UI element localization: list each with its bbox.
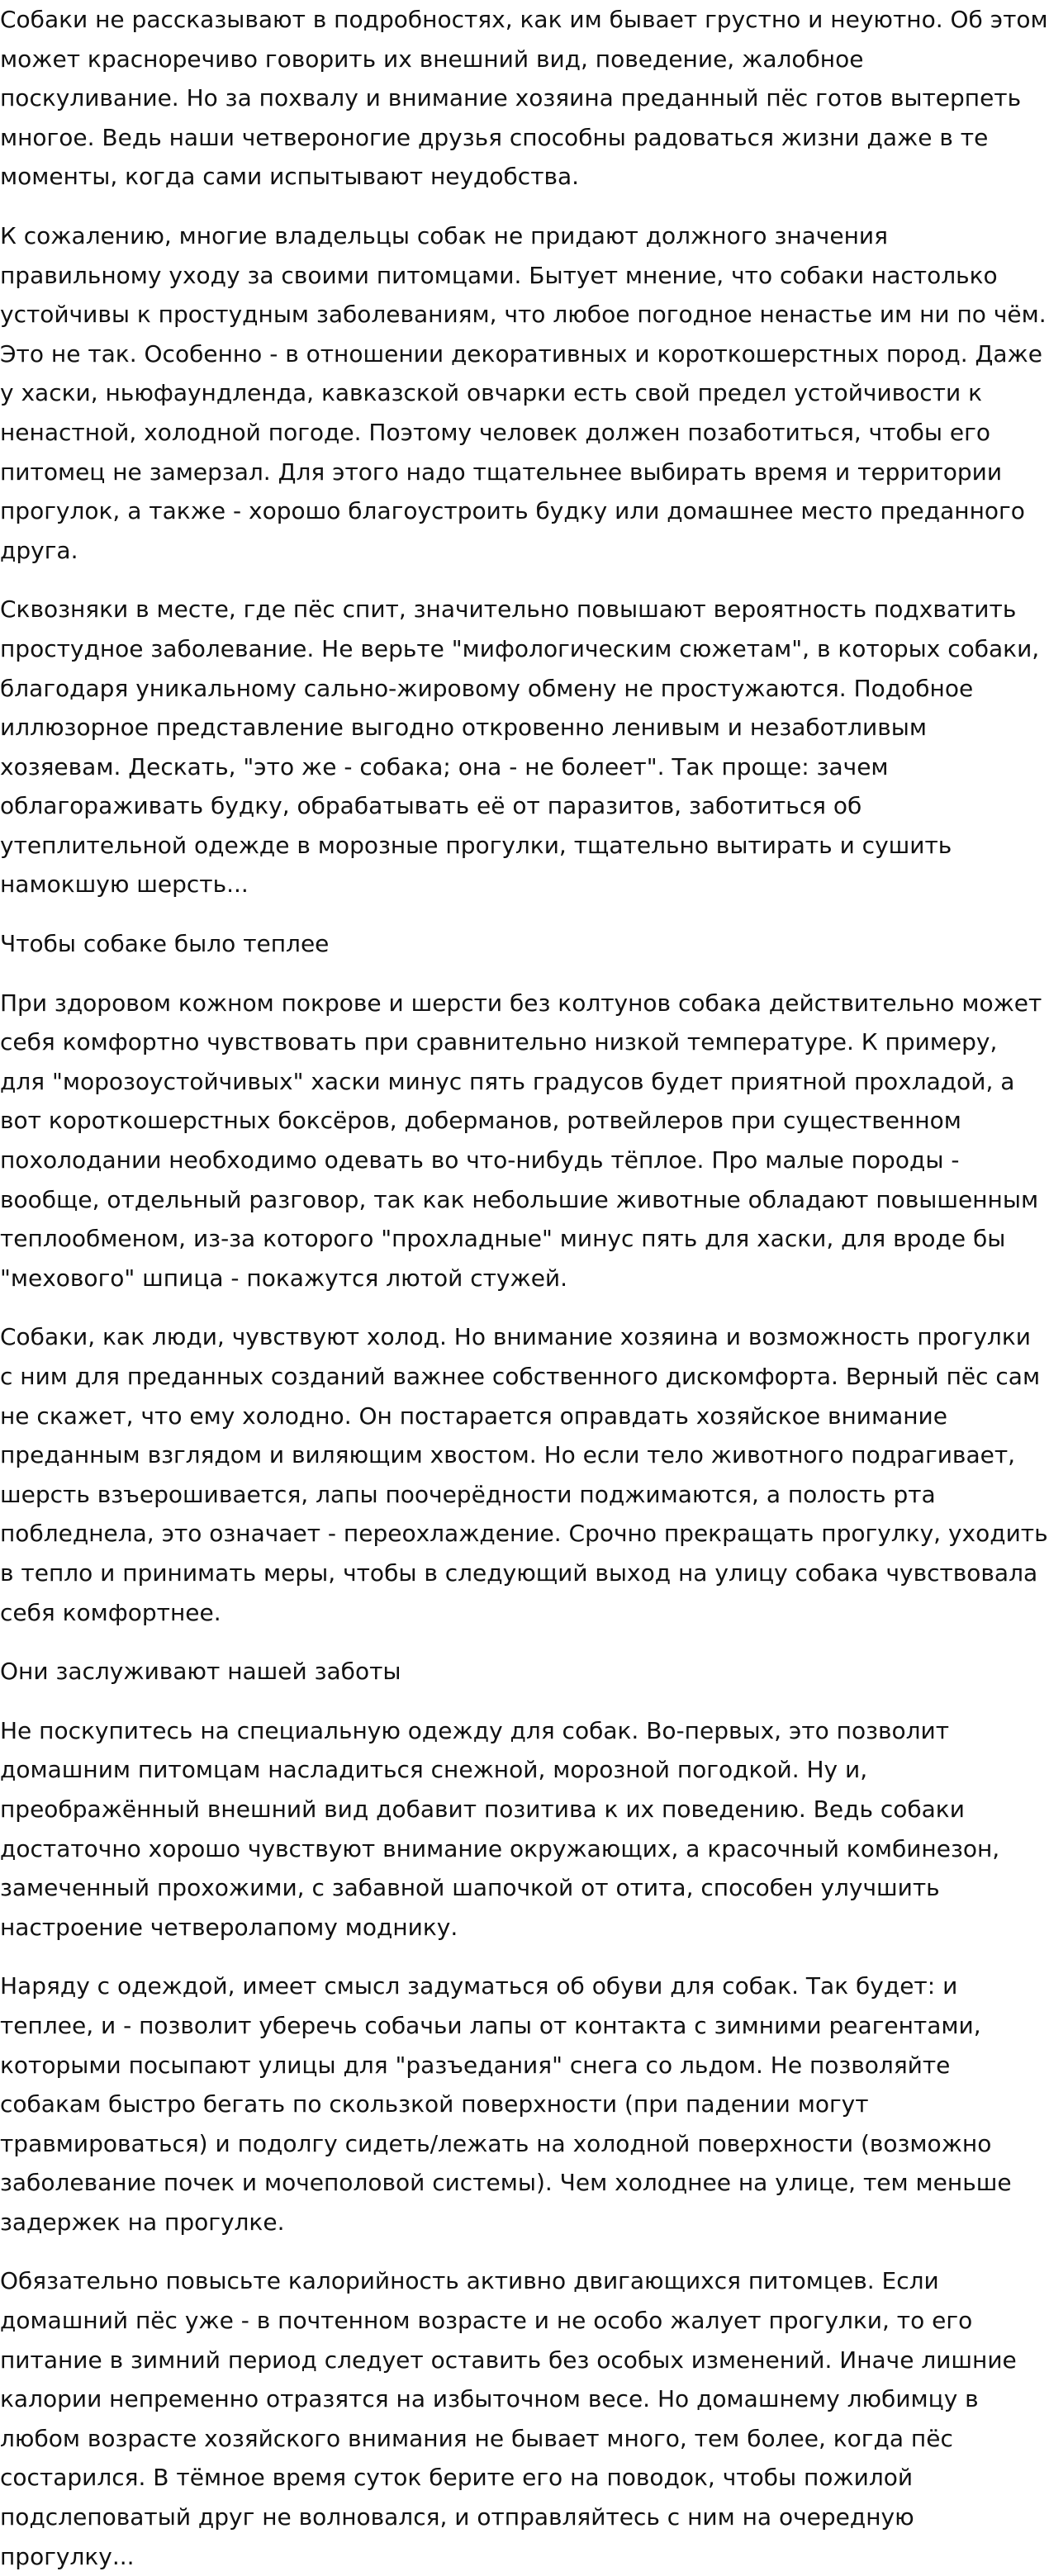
article-paragraph: Наряду с одеждой, имеет смысл задуматься об обуви для собак. Так будет: и теплее, и - позволит уберечь собачьи лапы от контакта с зимними реагентами, которыми посыпают улицы для "разъедания" снега со льдом. Не позволяйте собакам быстро бегать по скользкой поверхности (при падении могут травмироваться) и подолгу сидеть/лежать на холодной поверхности (возможно заболевание почек и мочеполовой системы). Чем холоднее на улице, тем меньше задержек на прогулке.	[0, 1972, 1012, 2236]
article-paragraph: Собаки не рассказывают в подробностях, как им бывает грустно и неуютно. Об этом может красноречиво говорить их внешний вид, поведение, жалобное поскуливание. Но за похвалу и внимание хозяина преданный пёс готов вытерпеть многое. Ведь наши четвероногие друзья способны радоваться жизни даже в те моменты, когда сами испытывают неудобства.	[0, 6, 1048, 191]
article-paragraph: Сквозняки в месте, где пёс спит, значительно повышают вероятность подхватить простудное заболевание. Не верьте "мифологическим сюжетам", в которых собаки, благодаря уникальному сально-жировому обмену не простужаются. Подобное иллюзорное представление выгодно откровенно ленивым и незаботливым хозяевам. Дескать, "это же - собака; она - не болеет". Так проще: зачем облагораживать будку, обрабатывать её от паразитов, заботиться об утеплительной одежде в морозные прогулки, тщательно вытирать и сушить намокшую шерсть...	[0, 595, 1040, 899]
article-paragraph: К сожалению, многие владельцы собак не придают должного значения правильному уходу за своими питомцами. Бытует мнение, что собаки настолько устойчивы к простудным заболеваниям, что любое погодное ненастье им ни по чём. Это не так. Особенно - в отношении декоративных и короткошерстных пород. Даже у хаски, ньюфаундленда, кавказской овчарки есть свой предел устойчивости к ненастной, холодной погоде. Поэтому человек должен позаботиться, чтобы его питомец не замерзал. Для этого надо тщательнее выбирать время и территории прогулок, а также - хорошо благоустроить будку или домашнее место преданного друга.	[0, 221, 1047, 564]
article-paragraph: Собаки, как люди, чувствуют холод. Но внимание хозяина и возможность прогулки с ним для преданных созданий важнее собственного дискомфорта. Верный пёс сам не скажет, что ему холодно. Он постарается оправдать хозяйское внимание преданным взглядом и виляющим хвостом. Но если тело животного подрагивает, шерсть взъерошивается, лапы поочерёдности поджимаются, а полость рта побледнела, это означает - переохлаждение. Срочно прекращать прогулку, уходить в тепло и принимать меры, чтобы в следующий выход на улицу собака чувствовала себя комфортнее.	[0, 1323, 1048, 1626]
article-paragraph: Обязательно повысьте калорийность активно двигающихся питомцев. Если домашний пёс уже - в почтенном возрасте и не особо жалует прогулки, то его питание в зимний период следует оставить без особых изменений. Иначе лишние калории непременно отразятся на избыточном весе. Но домашнему любимцу в любом возрасте хозяйского внимания не бывает много, тем более, когда пёс состарился. В тёмное время суток берите его на поводок, чтобы пожилой подслеповатый друг не волновался, и отправляйтесь с ним на очередную прогулку...	[0, 2267, 1017, 2570]
article-paragraph: Не поскупитесь на специальную одежду для собак. Во-первых, это позволит домашним питомцам насладиться снежной, морозной погодкой. Ну и, преображённый внешний вид добавит позитива к их поведению. Ведь собаки достаточно хорошо чувствуют внимание окружающих, а красочный комбинезон, замеченный прохожими, с забавной шапочкой от отита, способен улучшить настроение четверолапому моднику.	[0, 1716, 1000, 1941]
article-paragraph: При здоровом кожном покрове и шерсти без колтунов собака действительно может себя комфортно чувствовать при сравнительно низкой температуре. К примеру, для "морозоустойчивых" хаски минус пять градусов будет приятной прохладой, а вот короткошерстных боксёров, доберманов, ротвейлеров при существенном похолодании необходимо одевать во что-нибудь тёплое. Про малые породы - вообще, отдельный разговор, так как небольшие животные обладают повышенным теплообменом, из-за которого "прохладные" минус пять для хаски, для вроде бы "мехового" шпица - покажутся лютой стужей.	[0, 989, 1042, 1292]
section-heading: Они заслуживают нашей заботы	[0, 1658, 401, 1686]
section-heading: Чтобы собаке было теплее	[0, 930, 330, 958]
